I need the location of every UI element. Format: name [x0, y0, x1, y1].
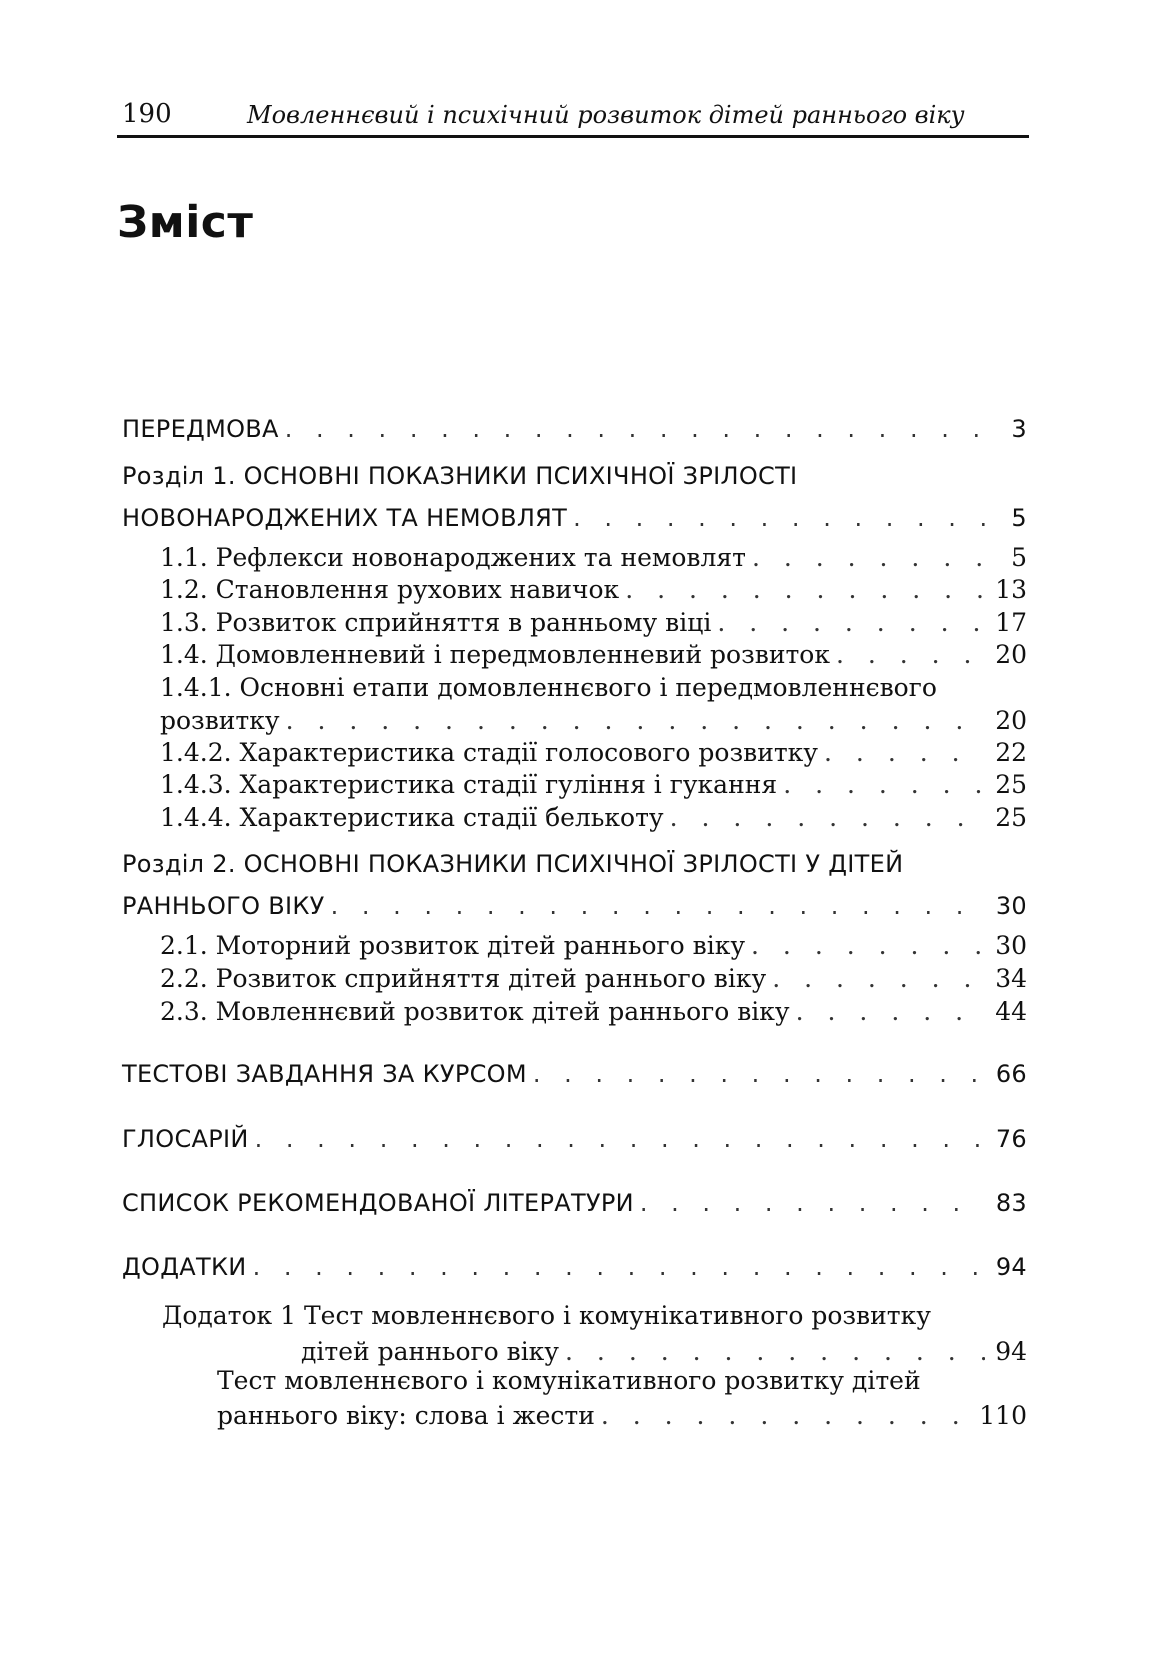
entry-title: 2.2. Розвиток сприйняття дітей раннього віку [160, 964, 767, 993]
entry-title: раннього віку: слова і жести [217, 1401, 595, 1430]
dot-leader [533, 1058, 986, 1091]
page-ref: 83 [995, 1189, 1027, 1217]
dot-leader [783, 768, 985, 801]
page-ref: 94 [995, 1337, 1027, 1366]
dot-leader [255, 1123, 986, 1156]
dot-leader [286, 704, 986, 737]
entry-title: ДОДАТКИ [122, 1253, 247, 1281]
entry-title: дітей раннього віку [301, 1337, 560, 1366]
entry-title: Додаток 1 Тест мовленнєвого і комунікативного розвитку [162, 1301, 931, 1330]
entry-title: 1.4. Домовленневий і передмовленневий розвиток [160, 640, 830, 669]
entry-title: 1.4.1. Основні етапи домовленнєвого і передмовленнєвого [160, 673, 937, 702]
page-ref: 20 [995, 706, 1027, 735]
dot-leader [796, 995, 986, 1028]
entry-title: 1.3. Розвиток сприйняття в ранньому віці [160, 608, 712, 637]
page-ref: 20 [995, 640, 1027, 669]
entry-title: 2.1. Моторний розвиток дітей раннього віку [160, 931, 746, 960]
toc-entry-1-3[interactable] [160, 606, 1027, 639]
entry-title: Розділ 1. ОСНОВНІ ПОКАЗНИКИ ПСИХІЧНОЇ ЗРІЛОСТІ [122, 462, 798, 490]
entry-title: СПИСОК РЕКОМЕНДОВАНОЇ ЛІТЕРАТУРИ [122, 1189, 634, 1217]
dot-leader [640, 1187, 986, 1220]
entry-title: 1.4.4. Характеристика стадії белькоту [160, 803, 664, 832]
page-title: Зміст [117, 197, 254, 248]
entry-title: 1.4.2. Характеристика стадії голосового розвитку [160, 738, 819, 767]
page-ref: 5 [1011, 543, 1027, 572]
page-number: 190 [122, 99, 172, 129]
entry-title: 1.4.3. Характеристика стадії гуління і гукання [160, 770, 778, 799]
page-ref: 30 [995, 892, 1027, 920]
entry-title: ПЕРЕДМОВА [122, 415, 279, 443]
dot-leader [253, 1251, 986, 1284]
toc-entry-2-1[interactable] [160, 929, 1027, 962]
page-ref: 25 [995, 770, 1027, 799]
dot-leader [751, 929, 985, 962]
dot-leader [824, 736, 985, 769]
page-ref: 22 [995, 738, 1027, 767]
dot-leader [625, 573, 985, 606]
entry-title: НОВОНАРОДЖЕНИХ ТА НЕМОВЛЯТ [122, 504, 568, 532]
dot-leader [717, 606, 985, 639]
page-ref: 110 [979, 1401, 1027, 1430]
page-ref: 66 [995, 1060, 1027, 1088]
toc-entry-1-4-2[interactable] [160, 736, 1027, 769]
page-ref: 5 [1011, 504, 1027, 532]
toc-entry-preface[interactable] [122, 413, 1027, 446]
entry-title: 1.1. Рефлекси новонароджених та немовлят [160, 543, 746, 572]
dot-leader [285, 413, 1002, 446]
page-ref: 25 [995, 803, 1027, 832]
dot-leader [752, 541, 1001, 574]
entry-title: 2.3. Мовленнєвий розвиток дітей раннього віку [160, 997, 790, 1026]
dot-leader [670, 801, 986, 834]
dot-leader [573, 502, 1001, 535]
entry-title: РАННЬОГО ВІКУ [122, 892, 325, 920]
page-ref: 76 [995, 1125, 1027, 1153]
page-ref: 30 [995, 931, 1027, 960]
toc-entry-section-2[interactable] [122, 848, 1027, 923]
toc-entry-1-4-3[interactable] [160, 768, 1027, 801]
toc-entry-1-1[interactable] [160, 541, 1027, 574]
running-header [117, 95, 1029, 138]
dot-leader [772, 962, 985, 995]
entry-title: розвитку [160, 706, 280, 735]
toc-entry-appendix-1-sub[interactable] [217, 1364, 1027, 1432]
entry-title: ТЕСТОВІ ЗАВДАННЯ ЗА КУРСОМ [122, 1060, 527, 1088]
toc-entry-literature[interactable] [122, 1187, 1027, 1220]
entry-title: Тест мовленнєвого і комунікативного розвитку дітей [217, 1366, 921, 1395]
toc-entry-2-2[interactable] [160, 962, 1027, 995]
dot-leader [601, 1399, 969, 1432]
page-ref: 17 [995, 608, 1027, 637]
entry-title: Розділ 2. ОСНОВНІ ПОКАЗНИКИ ПСИХІЧНОЇ ЗРІЛОСТІ У ДІТЕЙ [122, 850, 904, 878]
toc-entry-1-4-4[interactable] [160, 801, 1027, 834]
page-ref: 44 [995, 997, 1027, 1026]
page-ref: 34 [995, 964, 1027, 993]
toc-entry-tests[interactable] [122, 1058, 1027, 1091]
toc-entry-1-2[interactable] [160, 573, 1027, 606]
entry-title: ГЛОСАРІЙ [122, 1125, 249, 1153]
dot-leader [836, 638, 985, 671]
dot-leader [331, 890, 986, 923]
toc-entry-appendices[interactable] [122, 1251, 1027, 1284]
toc-entry-2-3[interactable] [160, 995, 1027, 1028]
page-ref: 3 [1011, 415, 1027, 443]
page-ref: 13 [995, 575, 1027, 604]
toc-entry-section-1[interactable] [122, 460, 1027, 535]
toc-entry-appendix-1[interactable] [162, 1299, 1027, 1368]
page-ref: 94 [995, 1253, 1027, 1281]
toc-entry-1-4[interactable] [160, 638, 1027, 671]
entry-title: 1.2. Становлення рухових навичок [160, 575, 620, 604]
running-title: Мовленнєвий і психічний розвиток дітей раннього віку [247, 101, 965, 129]
toc-entry-glossary[interactable] [122, 1123, 1027, 1156]
toc-entry-1-4-1[interactable] [160, 671, 1027, 737]
